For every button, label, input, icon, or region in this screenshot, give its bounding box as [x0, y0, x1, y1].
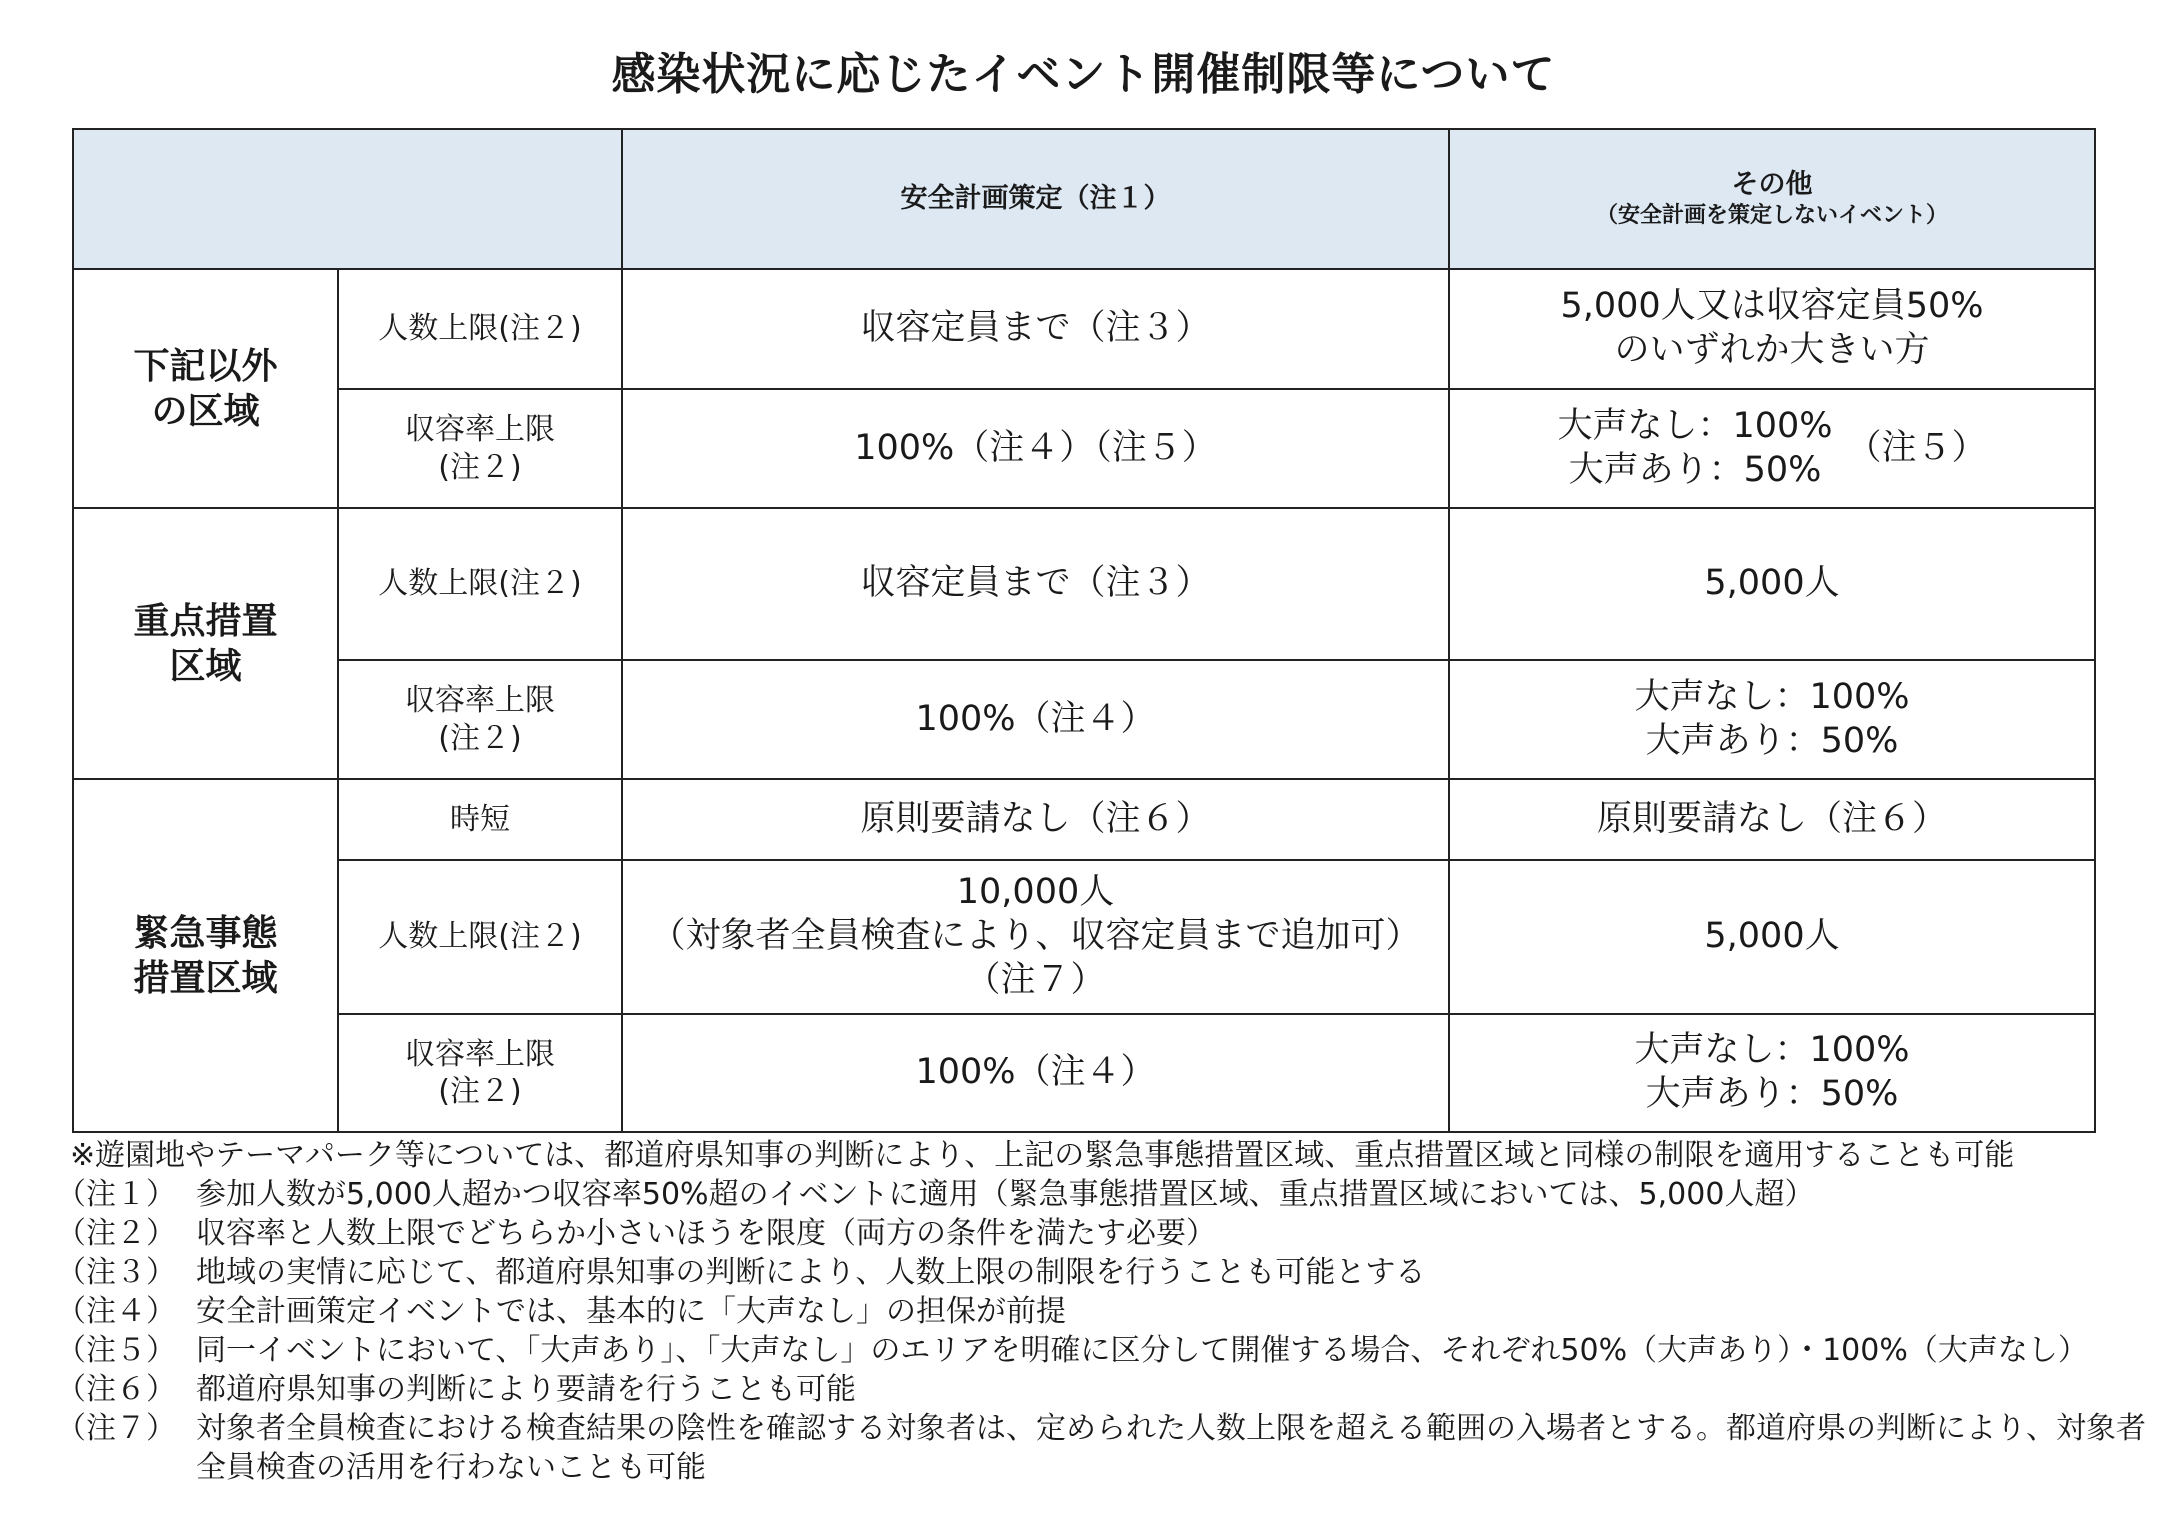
- footnote-label: （注１）: [56, 1177, 176, 1212]
- other-value: [1449, 269, 2095, 389]
- region-priority: [73, 508, 338, 779]
- footnote-item: [56, 1409, 2156, 1487]
- value-line: 10,000人: [956, 872, 1115, 913]
- value-line: 大声あり：50%: [1645, 720, 1899, 761]
- footnote-item: [56, 1331, 2156, 1370]
- footnotes: [56, 1136, 2156, 1487]
- region-name-line: 緊急事態: [133, 912, 278, 954]
- region-name-line: 重点措置: [133, 600, 278, 642]
- footnote-text: 参加人数が5,000人超かつ収容率50%超のイベントに適用（緊急事態措置区域、重点措置区域においては、5,000人超）: [196, 1177, 1815, 1212]
- other-value: 原則要請なし（注６）: [1449, 779, 2095, 860]
- value-line: 大声あり：50%: [1645, 1074, 1899, 1114]
- value-stack: [1557, 405, 1832, 493]
- table-row: [73, 1014, 2095, 1132]
- restrictions-table: [72, 128, 2096, 1133]
- footnote-text: 同一イベントにおいて、「大声あり」、「大声なし」のエリアを明確に区分して開催する場合、それぞれ50%（大声あり）・100%（大声なし）: [196, 1333, 2088, 1368]
- footnote-label: （注７）: [56, 1411, 176, 1446]
- item-line: 収容率上限: [405, 412, 555, 447]
- region-name-line: 区域: [169, 645, 242, 687]
- footnote-text: 安全計画策定イベントでは、基本的に「大声なし」の担保が前提: [196, 1294, 1066, 1329]
- safety-value: 収容定員まで（注３）: [622, 508, 1449, 660]
- value-line: 大声あり：50%: [1568, 449, 1822, 490]
- table-row: [73, 660, 2095, 779]
- region-name-line: の区域: [151, 390, 260, 432]
- item-label: 人数上限(注２): [338, 269, 622, 389]
- safety-value: [622, 860, 1449, 1014]
- footnote-text: 収容率と人数上限でどちらか小さいほうを限度（両方の条件を満たす必要）: [196, 1216, 1216, 1251]
- value-line: のいずれか大きい方: [1614, 330, 1930, 370]
- footnote-text: 対象者全員検査における検査結果の陰性を確認する対象者は、定められた人数上限を超える範囲の入場者とする。都道府県の判断により、対象者全員検査の活用を行わないことも可能: [196, 1411, 2146, 1485]
- footnote-item: [56, 1253, 2156, 1292]
- footnote-label: （注２）: [56, 1216, 176, 1251]
- item-line: (注２): [438, 449, 522, 485]
- item-label: 時短: [338, 779, 622, 860]
- item-label: [338, 660, 622, 779]
- footnote-item: [56, 1292, 2156, 1331]
- item-label: 人数上限(注２): [338, 508, 622, 660]
- region-other-areas: [73, 269, 338, 508]
- footnote-item: [56, 1175, 2156, 1214]
- safety-value: 100%（注４）: [622, 660, 1449, 779]
- other-value: [1449, 1014, 2095, 1132]
- star-note: ※遊園地やテーマパーク等については、都道府県知事の判断により、上記の緊急事態措置区域、重点措置区域と同様の制限を適用することも可能: [70, 1138, 2015, 1173]
- footnote-label: （注４）: [56, 1294, 176, 1329]
- region-name-line: 下記以外: [133, 345, 278, 387]
- table-row: [73, 269, 2095, 389]
- item-line: 収容率上限: [405, 1036, 555, 1072]
- footnote-label: （注６）: [56, 1372, 176, 1407]
- page-title: 感染状況に応じたイベント開催制限等について: [611, 49, 1556, 100]
- header-row: [73, 129, 2095, 269]
- header-safety-plan: 安全計画策定（注１）: [622, 129, 1449, 269]
- note-reference: （注５）: [1846, 427, 1987, 468]
- item-line: (注２): [438, 1074, 522, 1109]
- item-label: 人数上限(注２): [338, 860, 622, 1014]
- value-line: 大声なし：100%: [1634, 676, 1910, 717]
- item-label: [338, 1014, 622, 1132]
- item-line: 収容率上限: [405, 683, 555, 718]
- value-line: 大声なし：100%: [1557, 405, 1833, 446]
- value-line: 大声なし：100%: [1634, 1030, 1910, 1071]
- other-value: [1449, 389, 2095, 508]
- header-blank-cell: [73, 129, 622, 269]
- other-value: 5,000人: [1449, 860, 2095, 1014]
- other-value: 5,000人: [1449, 508, 2095, 660]
- header-other-subtitle: （安全計画を策定しないイベント）: [1595, 203, 1948, 229]
- value-line: （対象者全員検査により、収容定員まで追加可）: [650, 916, 1421, 957]
- table-row: [73, 779, 2095, 860]
- value-line: （注７）: [965, 959, 1106, 1000]
- safety-value: 原則要請なし（注６）: [622, 779, 1449, 860]
- region-emergency: [73, 779, 338, 1132]
- safety-value: 収容定員まで（注３）: [622, 269, 1449, 389]
- footnote-text: 地域の実情に応じて、都道府県知事の判断により、人数上限の制限を行うことも可能とする: [196, 1255, 1426, 1290]
- value-line: 5,000人又は収容定員50%: [1560, 286, 1984, 327]
- item-label: [338, 389, 622, 508]
- safety-value: 100%（注４）: [622, 1014, 1449, 1132]
- region-name-line: 措置区域: [133, 957, 278, 999]
- header-other-title: その他: [1731, 169, 1813, 201]
- other-value: [1449, 660, 2095, 779]
- footnote-label: （注５）: [56, 1333, 176, 1368]
- item-line: (注２): [438, 720, 522, 756]
- footnote-label: （注３）: [56, 1255, 176, 1290]
- table-row: [73, 508, 2095, 660]
- header-other: [1449, 129, 2095, 269]
- footnote-item: [56, 1370, 2156, 1409]
- footnote-item: [56, 1214, 2156, 1253]
- table-row: [73, 860, 2095, 1014]
- safety-value: 100%（注４）（注５）: [622, 389, 1449, 508]
- footnote-text: 都道府県知事の判断により要請を行うことも可能: [196, 1372, 856, 1407]
- table-row: [73, 389, 2095, 508]
